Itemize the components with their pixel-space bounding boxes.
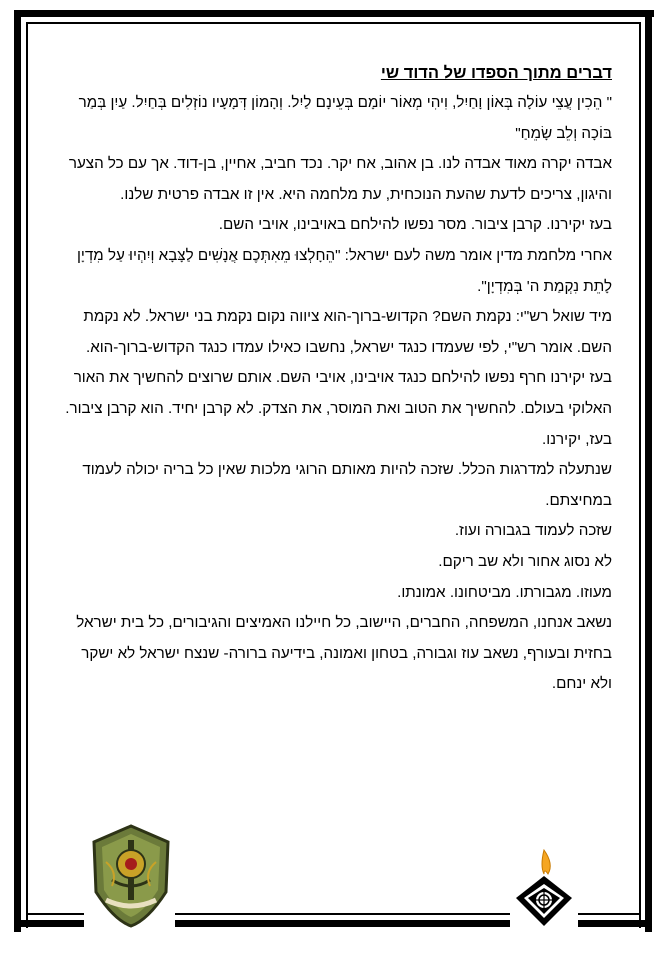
- frame-inner-left: [26, 22, 28, 928]
- military-insignia-icon: [88, 822, 174, 930]
- document-title: דברים מתוך הספדו של הדוד שי: [380, 64, 612, 82]
- frame-inner-right: [639, 22, 641, 928]
- frame-border-bottom: [578, 920, 652, 927]
- paragraph: שנתעלה למדרגות הכלל. שזכה להיות מאותם הרוגי מלכות שאין כל בריה יכולה לעמוד במחיצתם.: [82, 461, 612, 509]
- document-body: [60, 58, 612, 700]
- frame-border-right: [645, 10, 652, 932]
- frame-inner-top: [26, 22, 641, 24]
- paragraph: לא נסוג אחור ולא שב ריקם.: [438, 552, 612, 570]
- frame-inner-bottom: [26, 913, 84, 915]
- paragraph: אבדה יקרה מאוד אבדה לנו. בן אהוב, אח יקר. נכד חביב, אחיין, בן-דוד. אך עם כל הצער והיגון, צריכים לדעת שהעת הנוכחית, עת מלחמה היא. אין זו אבדה פרטית שלנו.: [68, 155, 612, 203]
- frame-border-bottom: [175, 920, 510, 927]
- frame-border-left: [14, 10, 21, 932]
- memorial-flame-icon: [510, 848, 578, 928]
- paragraph: שזכה לעמוד בגבורה ועוז.: [454, 522, 612, 540]
- frame-inner-bottom: [578, 913, 641, 915]
- paragraph: נשאב אנחנו, המשפחה, החברים, היישוב, כל חיילנו האמיצים והגיבורים, כל בית ישראל בחזית ובעורף, נשאב עוז וגבורה, בטחון ואמונה, בידיעה ברורה- שנצח ישראל לא ישקר ולא ינחם.: [76, 614, 612, 693]
- paragraph: בעז, יקירנו.: [541, 430, 612, 448]
- paragraph: מעוזו. מגבורתו. מביטחונו. אמונתו.: [397, 583, 612, 601]
- frame-inner-bottom: [175, 913, 510, 915]
- paragraph: מיד שואל רש"י: נקמת השם? הקדוש-ברוך-הוא ציווה נקום נקמת בני ישראל. לא נקמת השם. אומר רש"י, לפי שעמדו כנגד ישראל, נחשבו כאילו עמדו כנגד הקדוש-ברוך-הוא. בעז יקירנו חרף נפשו להילחם כנגד אויבינו, אויבי השם. אותם שרוצים להחשיך את האור האלוקי בעולם. להחשיך את הטוב ואת המוסר, את הצדק. לא קרבן יחיד. הוא קרבן ציבור.: [65, 308, 612, 417]
- paragraph: בעז יקירנו. קרבן ציבור. מסר נפשו להילחם באויבינו, אויבי השם.: [218, 216, 612, 234]
- paragraph: " הֵכִין עֲצֵי עוֹלָה בְּאוֹן וָחַיִל, וִיהִי מְאוֹר יוֹמָם בְּעֵינָם לַיִל. וְהָמוֹן דְּמָעָיו נוֹזְלִים בְּחַיִל. עַיִן בְּמַר בּוֹכָה וְלֵב שָׂמֵחַ": [78, 94, 612, 142]
- frame-border-top: [14, 10, 654, 17]
- paragraph: אחרי מלחמת מדין אומר משה לעם ישראל: "הֵחָלְצוּ מֵאִתְּכֶם אֲנָשִׁים לַצָּבָא וְיִהְיוּ עַל מִדְיָן לָתֵת נִקְמַת ה' בְּמִדְיָן".: [76, 246, 612, 295]
- frame-border-bottom: [14, 920, 84, 927]
